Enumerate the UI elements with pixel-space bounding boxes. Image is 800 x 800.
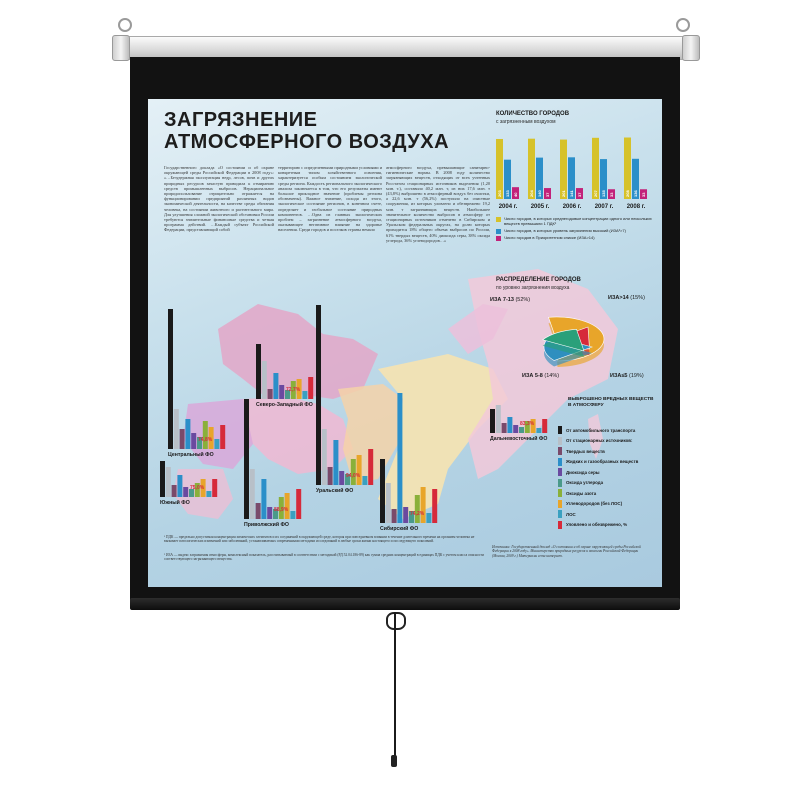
- bar-value-label: 141: [569, 190, 574, 197]
- poster: [148, 99, 662, 587]
- pie-label: ИЗА≤5 (19%): [610, 373, 644, 379]
- housing-left-cap: [112, 35, 130, 61]
- district-bar: [244, 399, 249, 519]
- district-bar: [206, 491, 211, 497]
- district-bar: [160, 461, 165, 497]
- district-bar: [220, 425, 225, 449]
- district-bar: [339, 471, 344, 485]
- legend-label: Оксиды азота: [566, 490, 597, 496]
- district-bar: [357, 455, 362, 485]
- district-bar: [279, 385, 284, 399]
- district-bar: [351, 459, 356, 485]
- left-hanger-hook: [118, 18, 132, 32]
- district-bar: [256, 503, 261, 519]
- district-bar: [362, 476, 367, 485]
- district-bar: [415, 495, 420, 523]
- district-bar: [507, 417, 512, 433]
- district-bar: [328, 467, 333, 485]
- legend-label: От стационарных источников:: [566, 438, 633, 444]
- district-bar: [180, 429, 185, 449]
- legend-label: Число городов в Приоритетном списке (ИЗА>14): [504, 234, 595, 240]
- district-bar: [536, 428, 541, 433]
- district-bar: [432, 489, 437, 523]
- district-bar: [519, 427, 524, 433]
- district-bar: [183, 487, 188, 497]
- district-name: Дальневосточный ФО: [490, 436, 548, 442]
- category-label: 2006 г.: [562, 204, 582, 210]
- district-charts: [148, 99, 662, 587]
- district-percent: 72,7%: [286, 387, 301, 393]
- district-bar: [212, 479, 217, 497]
- district-bar: [316, 305, 321, 485]
- bar-value-label: 37: [545, 192, 550, 197]
- legend-label: Жидких и газообразных веществ: [566, 459, 639, 465]
- district-bar: [262, 361, 267, 399]
- district-bar: [490, 409, 495, 433]
- district-bar: [174, 409, 179, 449]
- district-bar: [273, 373, 278, 399]
- bar-value-label: 135: [601, 190, 606, 197]
- district-bar: [421, 487, 426, 523]
- poster-title: ЗАГРЯЗНЕНИЕ АТМОСФЕРНОГО ВОЗДУХА: [164, 109, 450, 153]
- article-column-2: территорию с определенными природными условиями и конкретным типом хозяйственного освоения, характеризуется особым состоянием экологической среды региона. Каждость регионального экологического анализа заключается в том, что его результаты имеют большое прикладное значение (проблемы региона обозначены). Важное значение, исходя из этого, экологическое состояние регионов, в конечном счете, определяет и глобальное состояние природных компонентов. …Одна из главных экологических проблем – загрязнение атмосферного воздуха, оказывающее негативное влияние на здоровье населения. Среди городов и поселков страны немало: [278, 165, 382, 233]
- legend-label: От автомобильного транспорта: [566, 427, 636, 433]
- district-bar: [177, 475, 182, 497]
- emissions-legend-title: ВЫБРОШЕНО ВРЕДНЫХ ВЕЩЕСТВ В АТМОСФЕРУ: [568, 397, 654, 408]
- bar-value-label: 136: [633, 190, 638, 197]
- district-bar: [296, 489, 301, 519]
- district-bar: [308, 377, 313, 399]
- district-bar: [496, 405, 501, 433]
- category-label: 2005 г.: [530, 204, 550, 210]
- pull-cord[interactable]: [394, 612, 396, 762]
- pie-label: ИЗА 5-8 (14%): [522, 373, 560, 379]
- bar-value-label: 207: [593, 190, 598, 197]
- district-bar: [542, 419, 547, 433]
- district-bar: [166, 467, 171, 497]
- legend-label: Углеводородов (без ЛОС): [566, 501, 623, 507]
- cities-chart-subtitle: с загрязненным воздухом: [496, 119, 556, 125]
- district-percent: 94,0%: [346, 473, 361, 479]
- housing-right-cap: [682, 35, 700, 61]
- bar-value-label: 201: [561, 190, 566, 197]
- bar-value-label: 203: [497, 190, 502, 197]
- pull-cord-tip[interactable]: [391, 755, 397, 767]
- bar-value-label: 33: [641, 192, 646, 197]
- article-column-1: Государственного доклада «О состоянии и об охране окружающей среды Российской Федерации в 2008 году»: «…Безудержная эксплуатация недр, лесов, почв и других природных ресурсов зачастую приводила к отмиранию средств промышленных выбросов. Нерациональное природопользование отрицательно отражается на функционировании предприятий различных видов экономической деятельности, на качестве среды обитания человека, на состоянии животного и растительного мира. Для улучшения сложной экологической обстановки России требуются значительные финансовые средства и четкая программа действий. …Каждый субъект Российской Федерации, представляющий собой: [164, 165, 274, 233]
- district-bar: [397, 393, 402, 523]
- pull-ring[interactable]: [386, 612, 406, 630]
- bar-value-label: 204: [529, 190, 534, 197]
- pie-chart-subtitle: по уровню загрязнения воздуха: [496, 285, 570, 291]
- legend-label: Твердых веществ: [566, 448, 605, 454]
- district-name: Сибирский ФО: [380, 526, 419, 532]
- footnote-iza: ² ИЗА — индекс загрязнения атмосферы, комплексный показатель, рассчитываемый в соответствии с методикой (РД 52.04.186-89) как сумма средних концентраций в единицах ПДК с учетом класса опасности соответствующего загрязняющего вещества.: [164, 553, 484, 562]
- pie-chart-title: РАСПРЕДЕЛЕНИЕ ГОРОДОВ: [496, 277, 581, 283]
- district-bar: [172, 485, 177, 497]
- district-bar: [322, 429, 327, 485]
- district-bar: [261, 479, 266, 519]
- sources-text: Источники: Государственный доклад «О состоянии и об охране окружающей среды Российской Федерации в 2008 году». Министерство природных ресурсов и экологии Российской Федерации (Москва, 2009 г.) Материалы сети интернет.: [492, 545, 641, 558]
- pie-label: ИЗА 7-13 (52%): [490, 297, 531, 303]
- article-column-3: атмосферного воздуха, превышающие санитарно-гигиенические нормы. В 2008 году количество загрязняющих веществ, отходящих от всех учтенных Росстатом стационарных источников выделения (1,20 млн. т.), составило 40,2 млн. т, из них 17,6 млн. т (43,8%) выброшено в атмосферный воздух без очистки, а 22,6 млн. т (56,2%) поступило на очистные сооружения, из которых уловлено и обезврежено 19,2 млн. т загрязняющих веществ. Наибольшее значительное количество выбросов в атмосферу от стационарных источников отмечено в Сибирском и Уральском федеральных округах, на долю которых приходится 18% общего объема выбросов по России, 61% твердых веществ, 40% диоксида серы, 38% оксида углерода, 36% углеводородов…»: [386, 165, 490, 243]
- screen-bottom-bar[interactable]: [130, 598, 680, 610]
- legend-label: Диоксида серы: [566, 469, 600, 475]
- footnote-pdk: ¹ ПДК — предельно допустимая концентрация химических элементов и их соединений в окружающей среде, которая при повседневном влиянии в течение длительного времени на организм человека не вызывает патологических изменений или заболеваний, устанавливаемых современными методами исследований в любые сроки жизни настоящего и последующего поколений.: [164, 535, 475, 544]
- district-bar: [290, 511, 295, 519]
- district-percent: 74,8%: [198, 437, 213, 443]
- district-bar: [502, 423, 507, 433]
- district-bar: [386, 483, 391, 523]
- legend-label: ЛОС: [566, 511, 576, 517]
- district-bar: [426, 513, 431, 523]
- district-name: Уральский ФО: [316, 488, 354, 494]
- district-bar: [256, 344, 261, 399]
- district-bar: [250, 469, 255, 519]
- district-bar: [168, 309, 173, 449]
- right-hanger-hook: [676, 18, 690, 32]
- legend-label: Число городов, в которых среднегодовые концентрации одного или нескольких веществ превышали 1 ПДК¹: [504, 216, 652, 226]
- category-label: 2007 г.: [594, 204, 614, 210]
- district-percent: 88,9%: [274, 507, 289, 513]
- category-label: 2008 г.: [626, 204, 646, 210]
- legend-label: Уловлено и обезврежено, %: [566, 522, 628, 528]
- district-bar: [302, 391, 307, 399]
- bar-value-label: 140: [537, 190, 542, 197]
- bar-value-label: 33: [609, 192, 614, 197]
- district-bar: [368, 449, 373, 485]
- district-bar: [392, 509, 397, 523]
- district-bar: [285, 493, 290, 519]
- bar-value-label: 37: [577, 192, 582, 197]
- district-percent: 74,2%: [410, 511, 425, 517]
- bar-value-label: 208: [625, 190, 630, 197]
- district-bar: [403, 507, 408, 523]
- pie-label: ИЗА>14 (15%): [608, 295, 645, 301]
- legend-label: Число городов, в которых уровень загрязнения высокий (ИЗА²>7): [504, 227, 626, 233]
- legend-label: Оксида углерода: [566, 480, 604, 486]
- cities-chart-title: КОЛИЧЕСТВО ГОРОДОВ: [496, 111, 570, 117]
- district-percent: 75,0%: [190, 485, 205, 491]
- district-name: Северо-Западный ФО: [256, 402, 313, 408]
- district-bar: [513, 425, 518, 433]
- district-bar: [333, 440, 338, 485]
- category-label: 2004 г.: [498, 204, 518, 210]
- bar-value-label: 133: [505, 190, 510, 197]
- district-bar: [203, 421, 208, 449]
- district-bar: [380, 459, 385, 523]
- district-bar: [268, 389, 273, 399]
- district-bar: [214, 439, 219, 449]
- district-name: Южный ФО: [160, 500, 190, 506]
- bar-value-label: 40: [513, 192, 518, 197]
- district-percent: 83,3%: [520, 421, 535, 427]
- district-name: Центральный ФО: [168, 452, 214, 458]
- district-bar: [185, 419, 190, 449]
- district-bar: [267, 507, 272, 519]
- district-name: Приволжский ФО: [244, 522, 289, 528]
- district-bar: [191, 433, 196, 449]
